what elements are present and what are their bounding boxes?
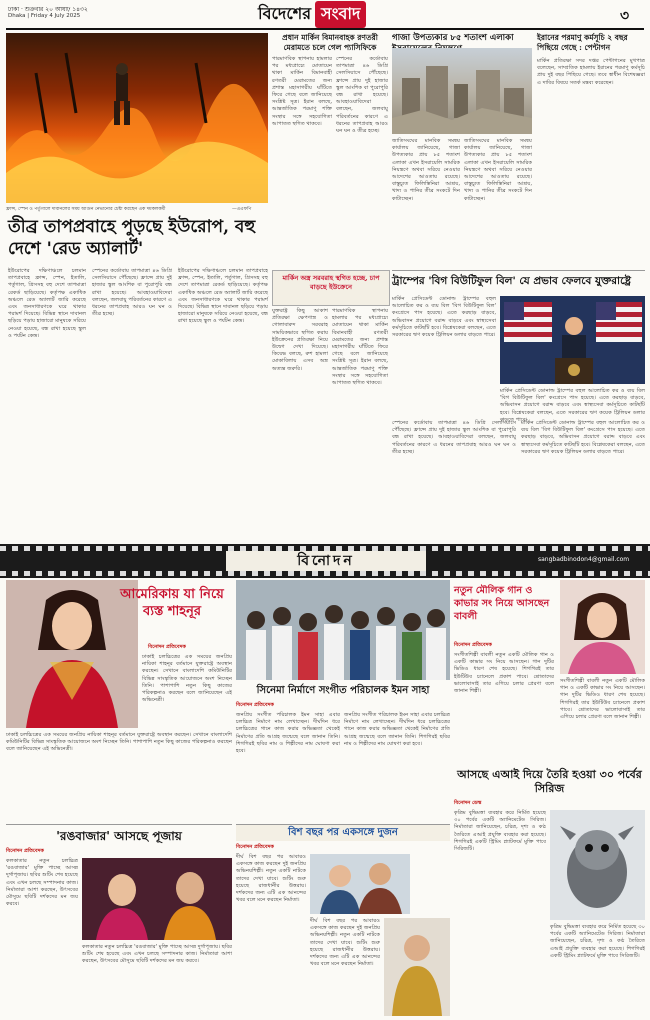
gaza-body-2: জাতিসংঘের মানবিক সমন্বয় কার্যালয় জানিয়েছে, গাজা উপত্যকার প্রায় ৮৫ শতাংশ এলাকা এখন ইসরায়েলি সামরিক নিয়ন্ত্রণে অথবা সরিয়ে নেওয়ার আদেশের আওতায় রয়েছে। বাস্তুচ্যুত ফিলিস্তিনিরা আশ্রয়, খাদ্য ও পানির তীব্র সংকটে দিন কাটাচ্ছেন। [464,138,532,202]
trump-headline: ট্রাম্পের 'বিগ বিউটিফুল বিল' যে প্রভাব ফেলবে যুক্তরাষ্ট্রে [392,275,631,287]
iran-carrier-body: পারমাণবিক স্থাপনায় হামলার পর মধ্যপ্রাচ্যে মোতায়েন থাকা মার্কিন বিমানবাহী রণতরী মেরামতের জন্য প্রশান্ত মহাসাগরীয় ঘাঁটিতে ফিরে গেছে বলে জানিয়েছে সংশ্লিষ্ট সূত্র। ইরান বলছে, আন্তর্জাতিক পরমাণু শক্তি সংস্থার সঙ্গে সহযোগিতা আপাতত স্থগিত থাকবে। [272,56,332,127]
rangbazar-rule [6,824,232,825]
gaza-photo [392,48,532,134]
europe-headline: তীব্র তাপপ্রবাহে পুড়ছে ইউরোপ, বহু দেশে 'রেড অ্যালার্ট' [8,217,256,259]
wildfire-photo-caption: ফ্রান্স, স্পেন ও পর্তুগালে দাবানলের সময় আগুন নেভানোর চেষ্টা করছেন এক দমকলকর্মী [6,207,166,212]
ai-series-body: কৃত্রিম বুদ্ধিমত্তা ব্যবহার করে নির্মিত হয়েছে ৩০ পর্বের একটি অ্যানিমেটেড সিরিজ। নির্মাতারা জানিয়েছেন, চরিত্র, দৃশ্য ও কণ্ঠ তৈরিতে এআই প্রযুক্তি ব্যবহার করা হয়েছে। শিগগিরই একটি স্ট্রিমিং প্ল্যাটফর্মে মুক্তি পাবে সিরিজটি। [454,810,546,853]
emon-headline: সিনেমা নির্মাণে সংগীত পরিচালক ইমন সাহা [256,685,430,696]
rangbazar-byline: বিনোদন প্রতিবেদক [6,848,44,854]
bubli-body: সংগীতশিল্পী বাবলী নতুন একটি মৌলিক গান ও একটি কাভার সং নিয়ে আসছেন। গান দুটির ভিডিও ধারণ শেষ হয়েছে। শিগগিরই তার ইউটিউব চ্যানেলে প্রকাশ পাবে। শ্রোতাদের ভালোবাসাই তার এগিয়ে চলার প্রেরণা বলে জানান শিল্পী। [454,652,554,695]
section-title-a: বিদেশের [258,3,312,23]
trump-body-2: মার্কিন প্রেসিডেন্ট ডোনাল্ড ট্রাম্পের বহুল আলোচিত কর ও ব্যয় বিল 'বিগ বিউটিফুল বিল' কংগ্রেসে পাস হয়েছে। এতে করছাড় বাড়বে, অভিবাসন প্রয়োগে বরাদ্দ বাড়বে এবং স্বাস্থ্যসেবা কর্মসূচিতে কাটছাঁট হবে। বিশ্লেষকেরা বলছেন, এতে সরকারের ঋণ কয়েক ট্রিলিয়ন ডলার বাড়তে পারে। [500,388,645,423]
ai-character-illustration [550,810,645,920]
europe-body-col1: ইউরোপের দক্ষিণাঞ্চলে চলমান তাপপ্রবাহে ফ্রান্স, স্পেন, ইতালি, পর্তুগাল, গ্রিসসহ বহু দেশে তাপমাত্রা রেকর্ড ছাড়িয়েছে। কর্তৃপক্ষ একাধিক অঞ্চলে রেড অ্যালার্ট জারি করেছে এবং জনসাধারণকে ঘরে থাকার পরামর্শ দিয়েছে। বিভিন্ন স্থানে দাবানল ছড়িয়ে পড়ায় হাজারো মানুষকে সরিয়ে নেওয়া হয়েছে, বন্ধ রাখা হয়েছে স্কুল ও পর্যটন কেন্দ্র। [8,268,86,339]
ai-series-headline: আসছে এআই দিয়ে তৈরি হওয়া ৩০ পর্বের সিরিজ [457,768,642,795]
trump-body-3: স্পেনের কর্ডোবায় তাপমাত্রা ৪৬ ডিগ্রি সেলসিয়াসে পৌঁছেছে। ফ্রান্সে প্রায় দুই হাজার স্কুল আংশিক বা পুরোপুরি বন্ধ রাখা হয়েছে। আবহাওয়াবিদেরা বলছেন, জলবায়ু পরিবর্তনের কারণে এ ধরনের তাপপ্রবাহ আরও ঘন ঘন ও তীব্র হচ্ছে। [392,420,516,455]
emon-group-illustration [236,580,450,680]
section-title-b: সংবাদ [315,1,366,28]
side-box [272,270,390,306]
wildfire-illustration [6,33,268,203]
ai-series-byline: বিনোদন ডেস্ক [454,800,482,806]
header-rule [6,28,644,30]
rangbazar-poster-illustration [82,858,232,940]
twenty-years-byline: বিনোদন প্রতিবেদক [236,844,274,850]
trump-body-4: মার্কিন প্রেসিডেন্ট ডোনাল্ড ট্রাম্পের বহুল আলোচিত কর ও ব্যয় বিল 'বিগ বিউটিফুল বিল' কংগ্রেসে পাস হয়েছে। এতে করছাড় বাড়বে, অভিবাসন প্রয়োগে বরাদ্দ বাড়বে এবং স্বাস্থ্যসেবা কর্মসূচিতে কাটছাঁট হবে। বিশ্লেষকেরা বলছেন, এতে সরকারের ঋণ কয়েক ট্রিলিয়ন ডলার বাড়তে পারে। [521,420,646,455]
iran-program-headline: ইরানের পরমাণু কর্মসূচি ২ বছর পিছিয়ে গেছে : পেন্টাগন [537,33,628,52]
rangbazar-photo [82,858,232,940]
page-number: ৩ [620,8,630,24]
shahnur-headline: আমেরিকায় যা নিয়ে ব্যস্ত শাহনূর [120,587,224,619]
ai-series-body-2: কৃত্রিম বুদ্ধিমত্তা ব্যবহার করে নির্মিত হয়েছে ৩০ পর্বের একটি অ্যানিমেটেড সিরিজ। নির্মাতারা জানিয়েছেন, চরিত্র, দৃশ্য ও কণ্ঠ তৈরিতে এআই প্রযুক্তি ব্যবহার করা হয়েছে। শিগগিরই একটি স্ট্রিমিং প্ল্যাটফর্মে মুক্তি পাবে সিরিজটি। [550,924,645,959]
entertainment-email: sangbadbinodon4@gmail.com [538,556,630,563]
bubli-photo [560,580,645,674]
rangbazar-headline: 'রঙবাজার' আসছে পূজায় [56,829,182,843]
iran-carrier-body-2: স্পেনের কর্ডোবায় তাপমাত্রা ৪৬ ডিগ্রি সেলসিয়াসে পৌঁছেছে। ফ্রান্সে প্রায় দুই হাজার স্কুল আংশিক বা পুরোপুরি বন্ধ রাখা হয়েছে। আবহাওয়াবিদেরা বলছেন, জলবায়ু পরিবর্তনের কারণে এ ধরনের তাপপ্রবাহ আরও ঘন ঘন ও তীব্র হচ্ছে। [336,56,388,135]
side-box-body: যুক্তরাষ্ট্র কিছু আকাশ প্রতিরক্ষা ক্ষেপণাস্ত্র ও গোলাবারুদ সরবরাহ সাময়িকভাবে স্থগিত করায় ইউক্রেনের প্রতিরক্ষা নিয়ে উদ্বেগ দেখা দিয়েছে। কিয়েভ বলছে, রুশ হামলা মোকাবিলায় এসব অস্ত্র অত্যন্ত জরুরি। [272,308,328,372]
europe-body-col2: স্পেনের কর্ডোবায় তাপমাত্রা ৪৬ ডিগ্রি সেলসিয়াসে পৌঁছেছে। ফ্রান্সে প্রায় দুই হাজার স্কুল আংশিক বা পুরোপুরি বন্ধ রাখা হয়েছে। আবহাওয়াবিদেরা বলছেন, জলবায়ু পরিবর্তনের কারণে এ ধরনের তাপপ্রবাহ আরও ঘন ঘন ও তীব্র হচ্ছে। [92,268,172,318]
section-title [258,2,366,26]
dateline-english: Dhaka | Friday 4 July 2025 [8,13,81,19]
europe-body-col3: ইউরোপের দক্ষিণাঞ্চলে চলমান তাপপ্রবাহে ফ্রান্স, স্পেন, ইতালি, পর্তুগাল, গ্রিসসহ বহু দেশে তাপমাত্রা রেকর্ড ছাড়িয়েছে। কর্তৃপক্ষ একাধিক অঞ্চলে রেড অ্যালার্ট জারি করেছে এবং জনসাধারণকে ঘরে থাকার পরামর্শ দিয়েছে। বিভিন্ন স্থানে দাবানল ছড়িয়ে পড়ায় হাজারো মানুষকে সরিয়ে নেওয়া হয়েছে, বন্ধ রাখা হয়েছে স্কুল ও পর্যটন কেন্দ্র। [178,268,268,325]
bubli-body-2: সংগীতশিল্পী বাবলী নতুন একটি মৌলিক গান ও একটি কাভার সং নিয়ে আসছেন। গান দুটির ভিডিও ধারণ শেষ হয়েছে। শিগগিরই তার ইউটিউব চ্যানেলে প্রকাশ পাবে। শ্রোতাদের ভালোবাসাই তার এগিয়ে চলার প্রেরণা বলে জানান শিল্পী। [560,678,645,721]
iran-carrier-headline: প্রধান মার্কিন বিমানবাহক রণতরী মেরামতে চলে গেল প্যাসিফিকে [282,33,378,52]
shahnur-body-wide: ঢাকাই চলচ্চিত্রের এক সময়ের জনপ্রিয় নায়িকা শাহনূর বর্তমানে যুক্তরাষ্ট্রে অবস্থান করছেন। সেখানে বাংলাদেশি কমিউনিটির বিভিন্ন সাংস্কৃতিক আয়োজনে অংশ নিচ্ছেন তিনি। পাশাপাশি নতুন কিছু কাজের পরিকল্পনাও করছেন বলে জানিয়েছেন এই অভিনেত্রী। [6,732,232,753]
trump-podium-illustration [500,296,645,384]
banner-center [226,551,426,571]
page-header [0,0,650,30]
trump-photo [500,296,645,384]
bubli-portrait [560,580,645,674]
emon-body: জনপ্রিয় সংগীত পরিচালক ইমন সাহা এবার চলচ্চিত্র নির্মাণে নাম লেখাচ্ছেন। দীর্ঘদিন ধরে চলচ্চিত্রের গানে কাজ করার অভিজ্ঞতা থেকেই নির্মাণের প্রতি আগ্রহ জন্মেছে বলে জানান তিনি। শিগগিরই ছবির নাম ও শিল্পীদের নাম ঘোষণা করা হবে। [236,712,340,755]
bubli-byline: বিনোদন প্রতিবেদক [454,642,492,648]
side-box-body-2: পারমাণবিক স্থাপনায় হামলার পর মধ্যপ্রাচ্যে মোতায়েন থাকা মার্কিন বিমানবাহী রণতরী মেরামতের জন্য প্রশান্ত মহাসাগরীয় ঘাঁটিতে ফিরে গেছে বলে জানিয়েছে সংশ্লিষ্ট সূত্র। ইরান বলছে, আন্তর্জাতিক পরমাণু শক্তি সংস্থার সঙ্গে সহযোগিতা আপাতত স্থগিত থাকবে। [332,308,388,387]
twenty-years-side-photo [384,918,450,1016]
entertainment-title: বিনোদন [297,553,355,569]
entertainment-banner [0,544,650,578]
gaza-body: জাতিসংঘের মানবিক সমন্বয় কার্যালয় জানিয়েছে, গাজা উপত্যকার প্রায় ৮৫ শতাংশ এলাকা এখন ইসরায়েলি সামরিক নিয়ন্ত্রণে অথবা সরিয়ে নেওয়ার আদেশের আওতায় রয়েছে। বাস্তুচ্যুত ফিলিস্তিনিরা আশ্রয়, খাদ্য ও পানির তীব্র সংকটে দিন কাটাচ্ছেন। [392,138,460,202]
trump-top-rule [392,270,645,271]
side-box-headline: মার্কিন অস্ত্র সরবরাহ স্থগিত হচ্ছে, চাপ বাড়ছে ইউক্রেনে [282,274,380,291]
twenty-years-photo [310,854,410,914]
gaza-rubble-illustration [392,48,532,134]
wildfire-photo [6,33,268,203]
twenty-years-body-2: দীর্ঘ বিশ বছর পর আবারও একসঙ্গে কাজ করছেন দুই জনপ্রিয় অভিনয়শিল্পী। নতুন একটি নাটকে তাদের দেখা যাবে। শুটিং শুরু হয়েছে রাজধানীর উত্তরায়। দর্শকদের জন্য এটি এক আনন্দের খবর বলে মনে করছেন নির্মাতা। [310,918,380,968]
shahnur-byline: বিনোদন প্রতিবেদক [148,644,186,650]
ai-series-photo [550,810,645,920]
actor-portrait [384,918,450,1016]
gaza-headline: গাজা উপত্যকার ৮৫ শতাংশ এলাকা [392,33,514,43]
trump-body: মার্কিন প্রেসিডেন্ট ডোনাল্ড ট্রাম্পের বহুল আলোচিত কর ও ব্যয় বিল 'বিগ বিউটিফুল বিল' কংগ্রেসে পাস হয়েছে। এতে করছাড় বাড়বে, অভিবাসন প্রয়োগে বরাদ্দ বাড়বে এবং স্বাস্থ্যসেবা কর্মসূচিতে কাটছাঁট হবে। বিশ্লেষকেরা বলছেন, এতে সরকারের ঋণ কয়েক ট্রিলিয়ন ডলার বাড়তে পারে। [392,296,496,339]
emon-photo [236,580,450,680]
bubli-headline: নতুন মৌলিক গান ও কাভার সং নিয়ে আসছেন বাবলী [454,585,550,622]
two-actors-illustration [310,854,410,914]
twenty-years-body: দীর্ঘ বিশ বছর পর আবারও একসঙ্গে কাজ করছেন দুই জনপ্রিয় অভিনয়শিল্পী। নতুন একটি নাটকে তাদের দেখা যাবে। শুটিং শুরু হয়েছে রাজধানীর উত্তরায়। দর্শকদের জন্য এটি এক আনন্দের খবর বলে মনে করছেন নির্মাতা। [236,854,306,904]
iran-program-body: মার্কিন প্রতিরক্ষা সদর দপ্তর পেন্টাগনের মুখপাত্র বলেছেন, সাম্প্রতিক হামলায় ইরানের পরমাণু কর্মসূচি প্রায় দুই বছর পিছিয়ে গেছে। তবে স্বাধীন বিশেষজ্ঞরা এ দাবির বিষয়ে সতর্ক মন্তব্য করেছেন। [537,58,645,86]
rangbazar-body-2: কলকাতার নতুন চলচ্চিত্র 'রঙবাজার' মুক্তি পাচ্ছে আসন্ন দুর্গাপূজায়। ছবির শুটিং শেষ হয়েছে এবং এখন চলছে সম্পাদনার কাজ। নির্মাতারা আশা করছেন, উৎসবের মৌসুমে ছবিটি দর্শকদের মন জয় করবে। [82,944,232,965]
wildfire-photo-source: —এএফপি [232,207,252,212]
rangbazar-body: কলকাতার নতুন চলচ্চিত্র 'রঙবাজার' মুক্তি পাচ্ছে আসন্ন দুর্গাপূজায়। ছবির শুটিং শেষ হয়েছে এবং এখন চলছে সম্পাদনার কাজ। নির্মাতারা আশা করছেন, উৎসবের মৌসুমে ছবিটি দর্শকদের মন জয় করবে। [6,858,78,908]
twenty-years-headline: বিশ বছর পর একসঙ্গে দুজন [288,827,398,838]
emon-body-2: জনপ্রিয় সংগীত পরিচালক ইমন সাহা এবার চলচ্চিত্র নির্মাণে নাম লেখাচ্ছেন। দীর্ঘদিন ধরে চলচ্চিত্রের গানে কাজ করার অভিজ্ঞতা থেকেই নির্মাণের প্রতি আগ্রহ জন্মেছে বলে জানান তিনি। শিগগিরই ছবির নাম ও শিল্পীদের নাম ঘোষণা করা হবে। [344,712,450,747]
dateline: ঢাকা ‧ শুক্রবার ২০ আষাঢ় ১৪৩২ [8,6,88,13]
twenty-years-bar [236,824,450,841]
emon-byline: বিনোদন প্রতিবেদক [236,702,274,708]
shahnur-body: ঢাকাই চলচ্চিত্রের এক সময়ের জনপ্রিয় নায়িকা শাহনূর বর্তমানে যুক্তরাষ্ট্রে অবস্থান করছেন। সেখানে বাংলাদেশি কমিউনিটির বিভিন্ন সাংস্কৃতিক আয়োজনে অংশ নিচ্ছেন তিনি। পাশাপাশি নতুন কিছু কাজের পরিকল্পনাও করছেন বলে জানিয়েছেন এই অভিনেত্রী। [142,654,232,704]
